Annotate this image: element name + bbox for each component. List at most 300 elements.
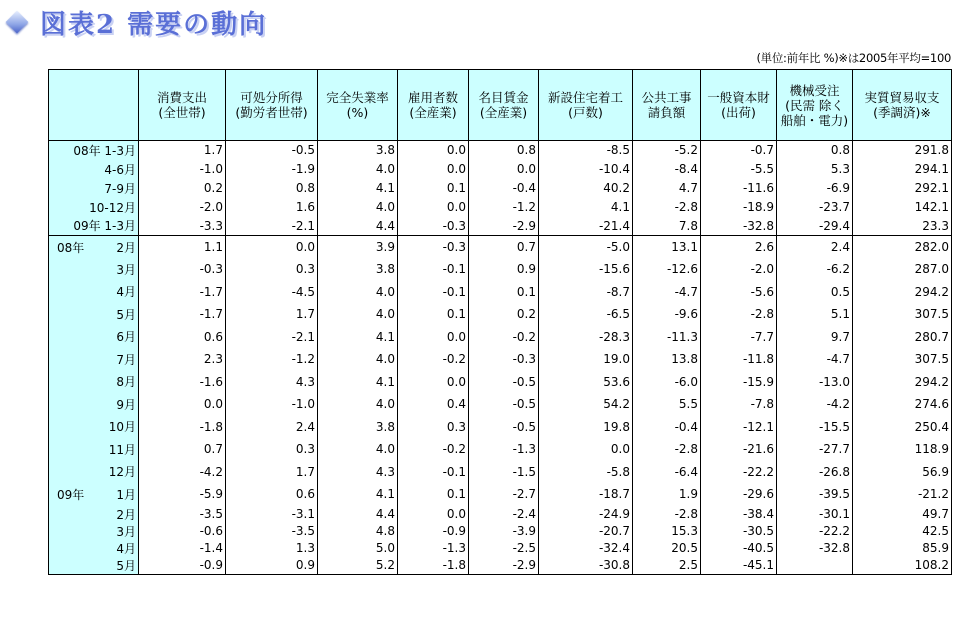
row-year: 09年 (57, 487, 85, 502)
column-header-line: (全産業) (409, 105, 457, 120)
table-cell: -1.5 (469, 461, 539, 484)
table-cell: -11.8 (701, 348, 777, 371)
table-cell: 0.2 (469, 303, 539, 326)
table-cell: 0.8 (469, 141, 539, 160)
table-cell: -0.3 (398, 217, 469, 236)
table-cell: 0.6 (226, 483, 318, 506)
table-cell: -2.7 (469, 483, 539, 506)
table-cell: 5.2 (318, 557, 398, 575)
table-row (49, 416, 952, 439)
table-cell: 53.6 (539, 371, 633, 394)
table-cell: -23.7 (777, 198, 853, 217)
table-cell (777, 557, 853, 575)
table-cell: 0.1 (469, 281, 539, 304)
table-cell: 250.4 (853, 416, 952, 439)
table-cell: 287.0 (853, 258, 952, 281)
table-cell: 4.0 (318, 281, 398, 304)
column-header-line: 消費支出 (156, 90, 207, 105)
table-cell: -0.9 (139, 557, 226, 575)
row-period: 6月 (116, 330, 136, 345)
row-label (49, 540, 139, 557)
table-cell: 2.5 (633, 557, 701, 575)
row-period: 3月 (116, 262, 136, 277)
row-label (49, 461, 139, 484)
table-cell: 280.7 (853, 326, 952, 349)
table-cell: -0.3 (469, 348, 539, 371)
row-period: 4月 (116, 285, 136, 300)
table-cell: -10.4 (539, 160, 633, 179)
table-cell: 142.1 (853, 198, 952, 217)
table-cell: -1.2 (226, 348, 318, 371)
table-cell: 0.0 (226, 236, 318, 259)
table-cell: -0.2 (398, 348, 469, 371)
column-header-line: (全産業) (479, 105, 528, 120)
table-cell: -3.1 (226, 506, 318, 523)
table-cell: 0.1 (398, 303, 469, 326)
table-cell: -0.4 (469, 179, 539, 198)
table-cell: -0.1 (398, 258, 469, 281)
table-cell: 0.8 (777, 141, 853, 160)
table-cell: -12.6 (633, 258, 701, 281)
column-header-line: 可処分所得 (240, 90, 303, 105)
table-cell: 1.6 (226, 198, 318, 217)
table-cell: -2.1 (226, 326, 318, 349)
quarterly-section (49, 141, 952, 236)
table-cell: -5.9 (139, 483, 226, 506)
table-cell: 1.1 (139, 236, 226, 259)
table-cell: -2.0 (701, 258, 777, 281)
table-cell: 1.7 (139, 141, 226, 160)
table-cell: -0.9 (398, 523, 469, 540)
table-cell: -22.2 (777, 523, 853, 540)
table-cell: 13.1 (633, 236, 701, 259)
table-row (49, 461, 952, 484)
table-row (49, 179, 952, 198)
table-cell: 4.4 (318, 217, 398, 236)
table-cell: -11.6 (701, 179, 777, 198)
table-cell: 294.2 (853, 281, 952, 304)
table-cell: 5.0 (318, 540, 398, 557)
row-label (49, 198, 139, 217)
table-cell: -4.2 (777, 393, 853, 416)
table-cell: 0.8 (226, 179, 318, 198)
table-cell: 1.3 (226, 540, 318, 557)
row-label (49, 523, 139, 540)
table-cell: -6.0 (633, 371, 701, 394)
table-cell: 0.3 (398, 416, 469, 439)
table-cell: 4.1 (318, 483, 398, 506)
table-cell: 0.2 (139, 179, 226, 198)
table-cell: 2.6 (701, 236, 777, 259)
table-cell: -7.7 (701, 326, 777, 349)
table-cell: -12.1 (701, 416, 777, 439)
table-cell: 4.1 (318, 326, 398, 349)
table-cell: 307.5 (853, 348, 952, 371)
table-cell: 4.0 (318, 348, 398, 371)
row-label (49, 438, 139, 461)
table-cell: -2.4 (469, 506, 539, 523)
column-header-line: 一般資本財 (707, 90, 770, 105)
table-cell: 13.8 (633, 348, 701, 371)
table-row (49, 141, 952, 160)
column-header-line: 船舶・電力) (780, 112, 849, 128)
table-cell: 19.8 (539, 416, 633, 439)
table-cell: -1.6 (139, 371, 226, 394)
table-cell: -2.8 (633, 438, 701, 461)
column-header (633, 70, 701, 141)
table-cell: -6.4 (633, 461, 701, 484)
table-cell: -39.5 (777, 483, 853, 506)
table-row (49, 326, 952, 349)
table-cell: 1.7 (226, 303, 318, 326)
column-header (701, 70, 777, 141)
table-cell: -1.7 (139, 303, 226, 326)
column-header-line: 公共工事 (641, 90, 692, 105)
table-cell: -30.1 (777, 506, 853, 523)
table-cell: 0.6 (139, 326, 226, 349)
table-cell: -1.0 (139, 160, 226, 179)
table-cell: -2.8 (633, 198, 701, 217)
row-label (49, 371, 139, 394)
row-label (49, 236, 139, 259)
table-cell: 0.0 (398, 326, 469, 349)
table-cell: -4.7 (633, 281, 701, 304)
table-cell: 274.6 (853, 393, 952, 416)
table-cell: -29.6 (701, 483, 777, 506)
table-cell: 15.3 (633, 523, 701, 540)
row-label (49, 483, 139, 506)
table-row (49, 483, 952, 506)
table-cell: 4.3 (226, 371, 318, 394)
table-cell: 54.2 (539, 393, 633, 416)
row-label (49, 258, 139, 281)
table-cell: 0.9 (469, 258, 539, 281)
table-cell: -4.7 (777, 348, 853, 371)
table-cell: -0.5 (226, 141, 318, 160)
table-row (49, 371, 952, 394)
table-cell: 307.5 (853, 303, 952, 326)
column-header-line: (戸数) (568, 105, 603, 120)
table-cell: -2.9 (469, 217, 539, 236)
table-cell: -0.3 (398, 236, 469, 259)
column-header (398, 70, 469, 141)
table-cell: 4.0 (318, 393, 398, 416)
row-period: 2月 (116, 240, 136, 255)
table-cell: -1.8 (139, 416, 226, 439)
table-cell: -28.3 (539, 326, 633, 349)
table-cell: -22.2 (701, 461, 777, 484)
table-cell: 42.5 (853, 523, 952, 540)
table-cell: 23.3 (853, 217, 952, 236)
row-period: 10月 (108, 420, 136, 435)
table-cell: 2.4 (226, 416, 318, 439)
table-cell: 1.7 (226, 461, 318, 484)
table-cell: -32.8 (777, 540, 853, 557)
table-cell: -1.4 (139, 540, 226, 557)
table-cell: -0.4 (633, 416, 701, 439)
table-cell: -15.6 (539, 258, 633, 281)
table-cell: 282.0 (853, 236, 952, 259)
table-cell: -1.8 (398, 557, 469, 575)
table-cell: 0.1 (398, 179, 469, 198)
table-cell: -0.7 (701, 141, 777, 160)
table-cell: 0.0 (469, 160, 539, 179)
table-cell: 4.1 (318, 179, 398, 198)
row-label (49, 506, 139, 523)
row-label (49, 217, 139, 236)
row-period: 5月 (116, 558, 136, 573)
table-cell: 0.1 (398, 483, 469, 506)
table-cell: -2.5 (469, 540, 539, 557)
table-cell: -1.0 (226, 393, 318, 416)
table-cell: 108.2 (853, 557, 952, 575)
table-cell: 0.0 (398, 198, 469, 217)
column-header-line: (勤労者世帯) (235, 105, 308, 120)
table-cell: 5.1 (777, 303, 853, 326)
header-row (49, 70, 952, 141)
row-period: 7-9月 (104, 181, 136, 196)
table-cell: -0.1 (398, 461, 469, 484)
table-cell: -18.9 (701, 198, 777, 217)
row-label (49, 179, 139, 198)
table-cell: 3.9 (318, 236, 398, 259)
table-cell: 4.8 (318, 523, 398, 540)
row-period: 10-12月 (89, 200, 136, 215)
table-cell: -15.9 (701, 371, 777, 394)
table-cell: 85.9 (853, 540, 952, 557)
table-cell: 0.7 (139, 438, 226, 461)
row-period: 12月 (108, 465, 136, 480)
table-cell: -45.1 (701, 557, 777, 575)
column-header (469, 70, 539, 141)
table-cell: 9.7 (777, 326, 853, 349)
column-header-line: (出荷) (721, 105, 756, 120)
table-cell: -20.7 (539, 523, 633, 540)
row-label (49, 416, 139, 439)
table-row (49, 348, 952, 371)
column-header (777, 70, 853, 141)
table-cell: 294.1 (853, 160, 952, 179)
table-cell: -5.2 (633, 141, 701, 160)
column-header-line: (全世帯) (158, 105, 206, 120)
column-header (318, 70, 398, 141)
table-cell: 4.7 (633, 179, 701, 198)
table-cell: 4.0 (318, 160, 398, 179)
table-cell: -21.2 (853, 483, 952, 506)
table-cell: -1.2 (469, 198, 539, 217)
title-bar (4, 4, 267, 40)
table-cell: -1.3 (469, 438, 539, 461)
table-cell: -6.2 (777, 258, 853, 281)
table-cell: 1.9 (633, 483, 701, 506)
table-cell: 0.0 (398, 506, 469, 523)
table-cell: 0.4 (398, 393, 469, 416)
recent-monthly-section (49, 506, 952, 575)
table-row (49, 506, 952, 523)
table-cell: -3.9 (469, 523, 539, 540)
table-cell: 4.0 (318, 438, 398, 461)
table-cell: 4.0 (318, 303, 398, 326)
table-cell: -0.2 (398, 438, 469, 461)
column-header (539, 70, 633, 141)
row-label (49, 393, 139, 416)
table-cell: 118.9 (853, 438, 952, 461)
table-cell: -32.8 (701, 217, 777, 236)
table-row (49, 217, 952, 236)
table-cell: 0.0 (398, 371, 469, 394)
column-header-line: (%) (346, 105, 369, 120)
table-cell: 3.8 (318, 416, 398, 439)
row-period: 1月 (116, 487, 136, 502)
table-cell: 49.7 (853, 506, 952, 523)
column-header-line: 完全失業率 (326, 90, 389, 105)
unit-note: (単位:前年比 %)※は2005年平均=100 (756, 51, 951, 65)
table-cell: -8.5 (539, 141, 633, 160)
table-cell: 2.3 (139, 348, 226, 371)
table-cell: -3.3 (139, 217, 226, 236)
table-cell: 0.3 (226, 258, 318, 281)
table-cell: -15.5 (777, 416, 853, 439)
table-cell: 5.3 (777, 160, 853, 179)
row-label (49, 303, 139, 326)
table-cell: 0.0 (398, 141, 469, 160)
table-cell: -1.7 (139, 281, 226, 304)
table-cell: -32.4 (539, 540, 633, 557)
column-header (226, 70, 318, 141)
row-label (49, 348, 139, 371)
table-cell: 0.7 (469, 236, 539, 259)
table-cell: 4.1 (539, 198, 633, 217)
table-cell: 4.4 (318, 506, 398, 523)
row-label (49, 281, 139, 304)
table-cell: 56.9 (853, 461, 952, 484)
table-cell: -8.4 (633, 160, 701, 179)
row-period: 4月 (116, 541, 136, 556)
table-cell: 4.3 (318, 461, 398, 484)
table-cell: -21.4 (539, 217, 633, 236)
table-cell: -5.6 (701, 281, 777, 304)
table-cell: 0.5 (777, 281, 853, 304)
diamond-icon (4, 9, 30, 35)
table-cell: -3.5 (226, 523, 318, 540)
table-cell: -5.5 (701, 160, 777, 179)
column-header-line: (民需 除く (785, 97, 844, 113)
table-cell: -21.6 (701, 438, 777, 461)
row-label (49, 160, 139, 179)
row-period: 2月 (116, 507, 136, 522)
table-cell: -30.5 (701, 523, 777, 540)
table-cell: -40.5 (701, 540, 777, 557)
table-row (49, 160, 952, 179)
demand-table (48, 69, 952, 575)
table-cell: 7.8 (633, 217, 701, 236)
table-cell: 4.1 (318, 371, 398, 394)
row-label (49, 557, 139, 575)
table-cell: -0.3 (139, 258, 226, 281)
table-row (49, 198, 952, 217)
row-period: 08年 1-3月 (73, 143, 136, 158)
table-cell: -1.3 (398, 540, 469, 557)
row-label (49, 326, 139, 349)
column-header-line: 実質貿易収支 (864, 90, 940, 105)
table-cell: -27.7 (777, 438, 853, 461)
row-period: 4-6月 (104, 162, 136, 177)
table-row (49, 438, 952, 461)
table-cell: 292.1 (853, 179, 952, 198)
row-label (49, 141, 139, 160)
table-cell: -1.9 (226, 160, 318, 179)
row-period: 5月 (116, 307, 136, 322)
column-header-line: (季調済)※ (873, 105, 931, 120)
table-cell: -2.8 (701, 303, 777, 326)
table-cell: -6.5 (539, 303, 633, 326)
table-cell: -26.8 (777, 461, 853, 484)
table-row (49, 393, 952, 416)
column-header (139, 70, 226, 141)
table-row (49, 540, 952, 557)
table-row (49, 523, 952, 540)
column-header-line: 機械受注 (789, 82, 840, 98)
table-cell: -29.4 (777, 217, 853, 236)
column-header-line: 請負額 (647, 105, 686, 120)
table-cell: -13.0 (777, 371, 853, 394)
table-cell: -9.6 (633, 303, 701, 326)
column-header-line: 名目賃金 (478, 90, 529, 105)
header-corner (49, 70, 139, 141)
column-header (853, 70, 952, 141)
table-cell: 3.8 (318, 141, 398, 160)
table-cell: -0.5 (469, 393, 539, 416)
table-cell: -6.9 (777, 179, 853, 198)
table-row (49, 236, 952, 259)
table-cell: -38.4 (701, 506, 777, 523)
table-row (49, 303, 952, 326)
row-period: 09年 1-3月 (73, 219, 136, 234)
table-cell: 5.5 (633, 393, 701, 416)
row-period: 9月 (116, 397, 136, 412)
table-cell: -24.9 (539, 506, 633, 523)
table-cell: 40.2 (539, 179, 633, 198)
table-cell: -2.1 (226, 217, 318, 236)
table-cell: -4.2 (139, 461, 226, 484)
table-cell: 0.0 (539, 438, 633, 461)
monthly-section (49, 236, 952, 506)
table-cell: 19.0 (539, 348, 633, 371)
table-cell: -0.6 (139, 523, 226, 540)
table-cell: -5.8 (539, 461, 633, 484)
table-row (49, 557, 952, 575)
row-period: 8月 (116, 375, 136, 390)
table-cell: 0.9 (226, 557, 318, 575)
table-cell: 4.0 (318, 198, 398, 217)
table-cell: -0.1 (398, 281, 469, 304)
table-cell: -2.8 (633, 506, 701, 523)
table-row (49, 258, 952, 281)
table-cell: 294.2 (853, 371, 952, 394)
table-cell: -7.8 (701, 393, 777, 416)
table-cell: 0.0 (398, 160, 469, 179)
table-cell: 0.0 (139, 393, 226, 416)
table-cell: 291.8 (853, 141, 952, 160)
table-row (49, 281, 952, 304)
table-cell: -4.5 (226, 281, 318, 304)
table-cell: -2.0 (139, 198, 226, 217)
table-cell: -0.5 (469, 416, 539, 439)
row-period: 3月 (116, 524, 136, 539)
table-cell: -3.5 (139, 506, 226, 523)
table-cell: -5.0 (539, 236, 633, 259)
page-title: 図表2 需要の動向 (40, 9, 268, 40)
